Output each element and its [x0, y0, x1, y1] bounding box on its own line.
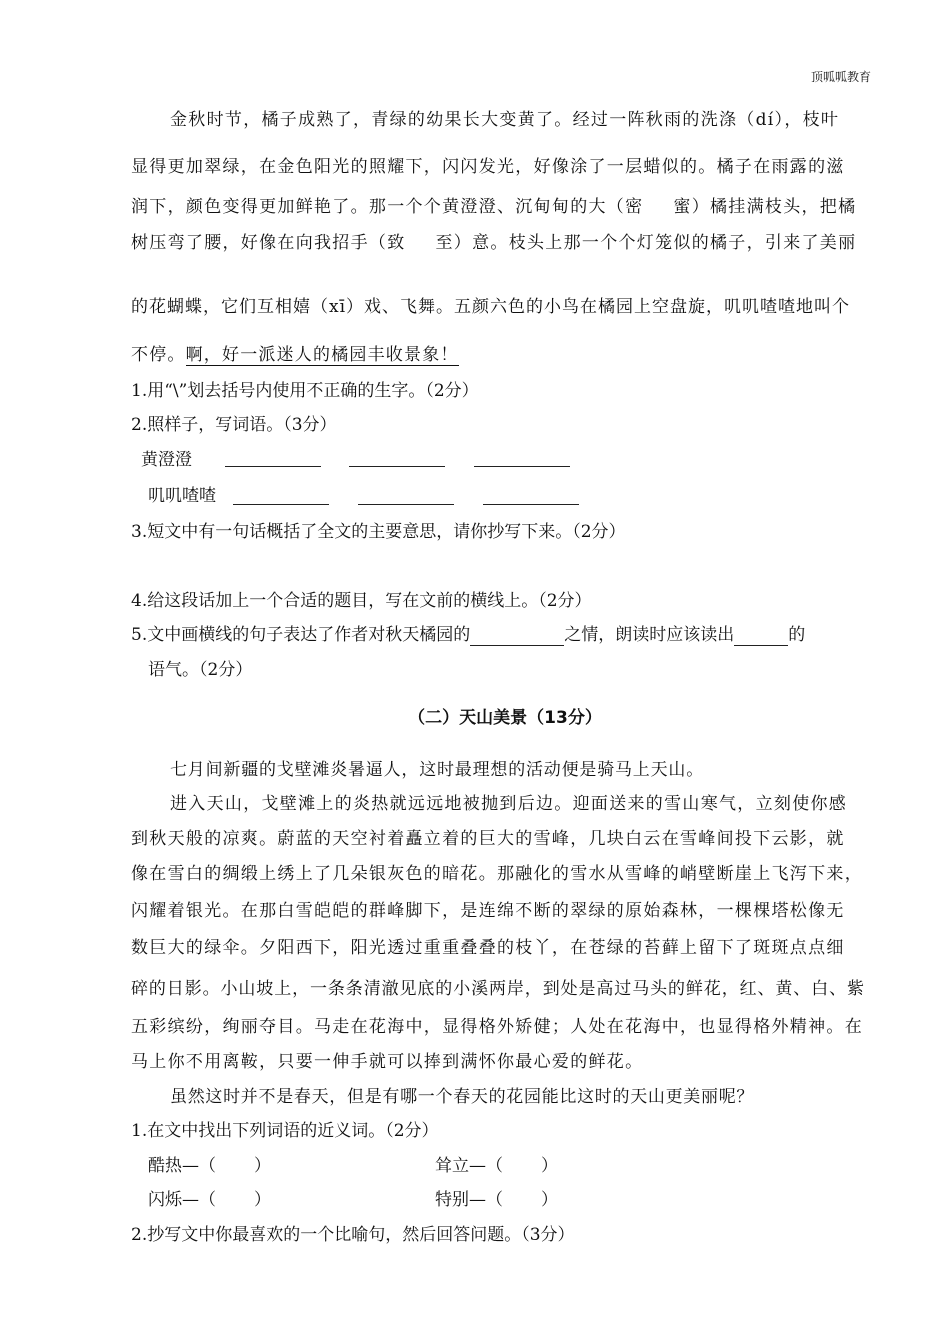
- answer-blank[interactable]: [734, 631, 788, 646]
- passage1-line-3: [131, 196, 856, 218]
- answer-blank[interactable]: [474, 466, 570, 467]
- synonym-item-word: 耸立—（: [435, 1156, 503, 1176]
- question1-1: 1.用“\”划去括号内使用不正确的生字。（2分）: [131, 381, 479, 401]
- question1-5: [131, 624, 805, 646]
- question1-2: 2.照样子，写词语。（3分）: [131, 415, 337, 435]
- question1-5-c: 的: [788, 625, 806, 645]
- underlined-summary-sentence: 啊，好一派迷人的橘园丰收景象！: [185, 345, 459, 365]
- synonym-item: [435, 1189, 558, 1211]
- question1-3: 3.短文中有一句话概括了全文的主要意思，请你抄写下来。（2分）: [131, 522, 626, 542]
- passage1-line-6: [131, 344, 459, 366]
- passage1-line-3-a: 润下，颜色变得更加鲜艳了。那一个个黄澄澄、沉甸甸的大（密: [131, 197, 644, 217]
- passage1-line-6-a: 不停。: [131, 345, 186, 365]
- synonym-item-word: 酷热—（: [148, 1156, 216, 1176]
- answer-blank[interactable]: [483, 504, 579, 505]
- synonym-item-close: ）: [541, 1156, 558, 1176]
- passage2-para-1: 七月间新疆的戈壁滩炎暑逼人，这时最理想的活动便是骑马上天山。: [170, 760, 704, 780]
- answer-blank[interactable]: [233, 504, 329, 505]
- passage1-line-4-b: 至）意。枝头上那一个个灯笼似的橘子，引来了美丽: [435, 233, 857, 253]
- passage2-line-4: 闪耀着银光。在那白雪皑皑的群峰脚下，是连绵不断的翠绿的原始森林，一棵棵塔松像无: [131, 901, 845, 921]
- passage1-line-4-a: 树压弯了腰，好像在向我招手（致: [131, 233, 406, 253]
- page-header-brand: 顶呱呱教育: [811, 70, 872, 84]
- passage1-line-4: [131, 232, 856, 254]
- synonym-item-close: ）: [254, 1156, 271, 1176]
- question1-5-b: 之情，朗读时应该读出: [564, 625, 735, 645]
- synonym-item: [148, 1189, 271, 1211]
- passage2-para-3: 虽然这时并不是春天，但是有哪一个春天的花园能比这时的天山更美丽呢？: [170, 1087, 755, 1107]
- passage2-line-2: 到秋天般的凉爽。蔚蓝的天空衬着矗立着的巨大的雪峰，几块白云在雪峰间投下云影，就: [131, 829, 845, 849]
- passage1-line-1: 金秋时节，橘子成熟了，青绿的幼果长大变黄了。经过一阵秋雨的洗涤（dí），枝叶: [170, 110, 840, 130]
- question1-4: 4.给这段话加上一个合适的题目，写在文前的横线上。（2分）: [131, 591, 592, 611]
- synonym-item-close: ）: [541, 1190, 558, 1210]
- question2-1: 1.在文中找出下列词语的近义词。（2分）: [131, 1121, 439, 1141]
- question1-5-a: 5.文中画横线的句子表达了作者对秋天橘园的: [131, 625, 471, 645]
- answer-blank[interactable]: [358, 504, 454, 505]
- synonym-item: [148, 1155, 271, 1177]
- answer-blank[interactable]: [349, 466, 445, 467]
- example-word-1: 黄澄澄: [141, 450, 192, 470]
- passage1-line-3-b: 蜜）橘挂满枝头，把橘: [673, 197, 857, 217]
- question1-5-continued: 语气。（2分）: [148, 660, 253, 680]
- question2-2: 2.抄写文中你最喜欢的一个比喻句，然后回答问题。（3分）: [131, 1225, 575, 1245]
- synonym-item-close: ）: [254, 1190, 271, 1210]
- synonym-item: [435, 1155, 558, 1177]
- passage2-line-6: 碎的日影。小山坡上，一条条清澈见底的小溪两岸，到处是高过马头的鲜花，红、黄、白、紫: [131, 979, 865, 999]
- answer-blank[interactable]: [470, 631, 564, 646]
- passage2-line-7: 五彩缤纷，绚丽夺目。马走在花海中，显得格外矫健；人处在花海中，也显得格外精神。在: [131, 1017, 863, 1037]
- passage1-line-2: 显得更加翠绿，在金色阳光的照耀下，闪闪发光，好像涂了一层蜡似的。橘子在雨露的滋: [131, 157, 845, 177]
- passage2-line-1: 进入天山，戈壁滩上的炎热就远远地被抛到后边。迎面送来的雪山寒气，立刻使你感: [170, 794, 848, 814]
- passage2-line-3: 像在雪白的绸缎上绣上了几朵银灰色的暗花。那融化的雪水从雪峰的峭壁断崖上飞泻下来，: [131, 864, 863, 884]
- passage1-line-5: 的花蝴蝶，它们互相嬉（xī）戏、飞舞。五颜六色的小鸟在橘园上空盘旋，叽叽喳喳地叫个: [131, 297, 851, 317]
- section-title: （二）天山美景（13分）: [408, 708, 602, 728]
- example-word-2: 叽叽喳喳: [148, 486, 216, 506]
- passage2-line-8: 马上你不用离鞍，只要一伸手就可以捧到满怀你最心爱的鲜花。: [131, 1052, 644, 1072]
- synonym-item-word: 闪烁—（: [148, 1190, 216, 1210]
- answer-blank[interactable]: [225, 466, 321, 467]
- synonym-item-word: 特别—（: [435, 1190, 503, 1210]
- passage2-line-5: 数巨大的绿伞。夕阳西下，阳光透过重重叠叠的枝丫，在苍绿的苔藓上留下了斑斑点点细: [131, 938, 845, 958]
